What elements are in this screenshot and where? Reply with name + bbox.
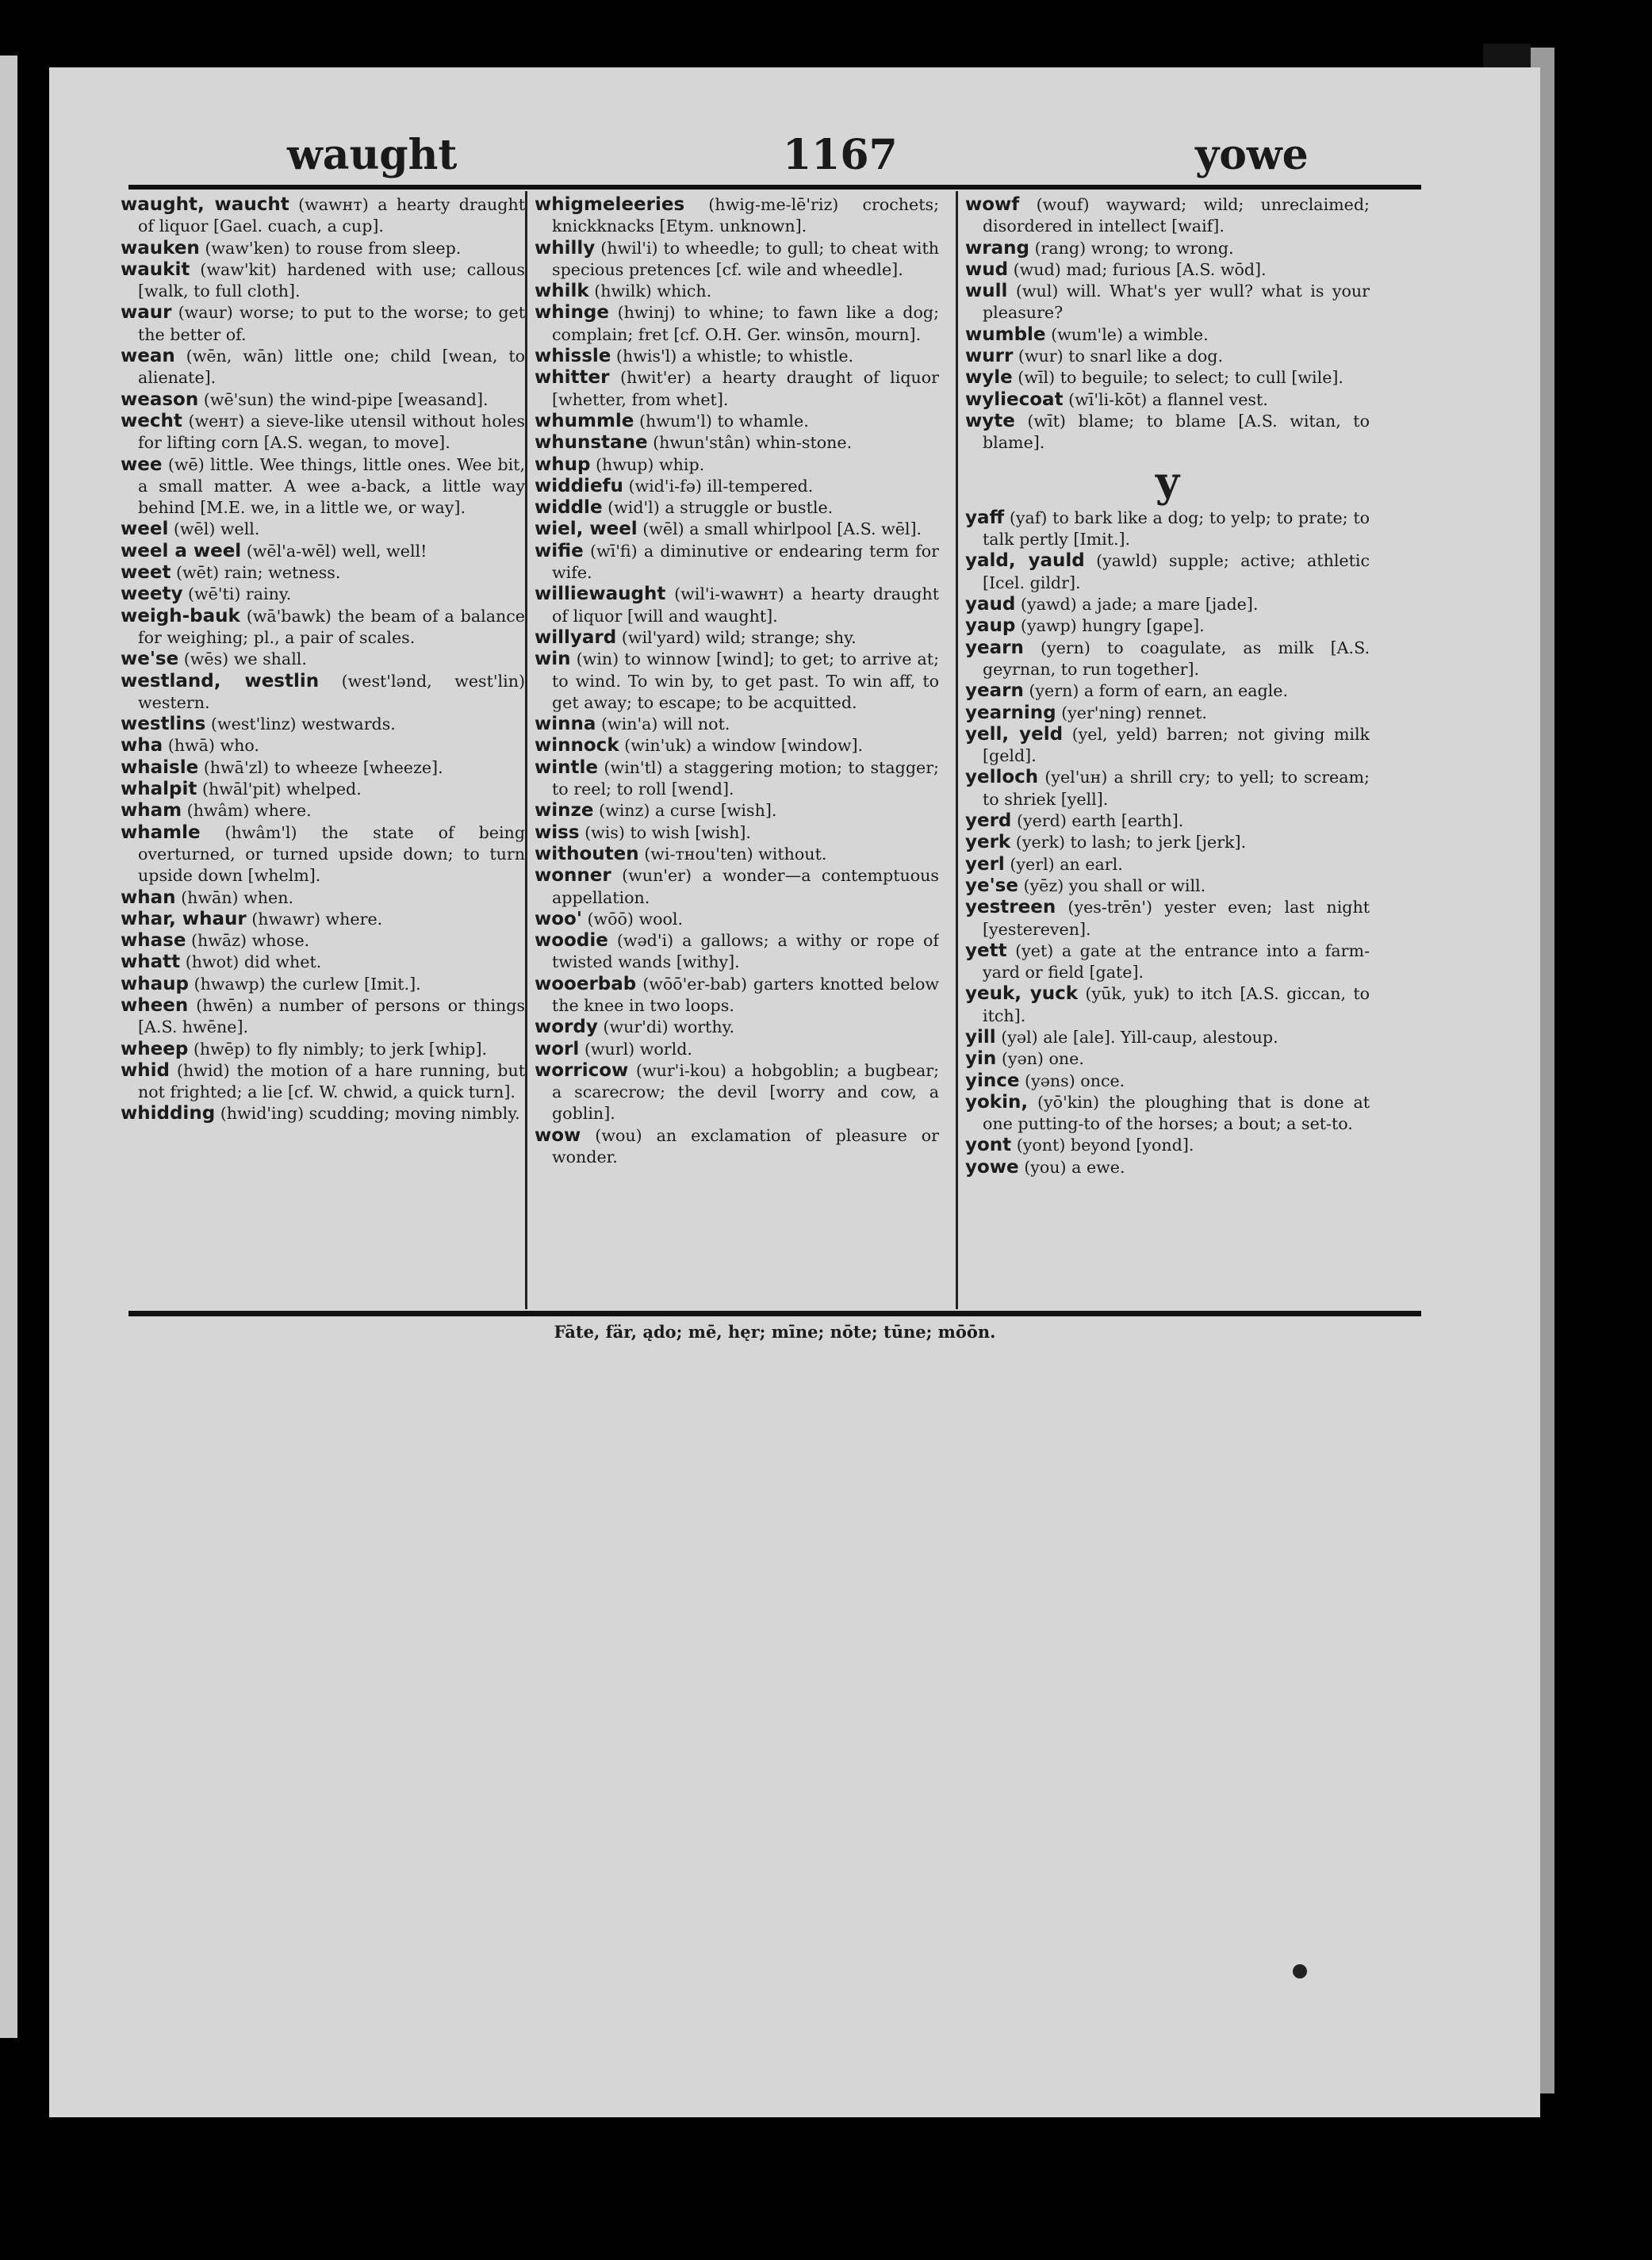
entry-definition: (yel'uʜ) a shrill cry; to yell; to scream; to shriek [yell]. <box>983 768 1370 809</box>
header-rule <box>128 185 1421 190</box>
entry-headword: weason <box>121 389 199 410</box>
dictionary-entry <box>535 974 939 1017</box>
entry-definition: (wil'yard) wild; strange; shy. <box>621 627 857 647</box>
entry-headword: yaup <box>965 615 1016 637</box>
entry-definition: (yən) one. <box>1001 1049 1084 1069</box>
dictionary-entry <box>121 194 525 238</box>
entry-headword: whaisle <box>121 757 199 778</box>
entry-headword: we'se <box>121 649 179 670</box>
entry-headword: wonner <box>535 865 611 887</box>
entry-definition: (hwig-me-lē'riz) crochets; knickknacks [Etym. unknown]. <box>552 195 939 236</box>
right-headword: yowe <box>1195 131 1309 179</box>
entry-definition: (hwit'er) a hearty draught of liquor [whetter, from whet]. <box>552 368 939 409</box>
entry-headword: whitter <box>535 367 610 389</box>
entry-headword: wecht <box>121 410 182 431</box>
entry-definition: (wou) an exclamation of pleasure or wonder. <box>552 1125 939 1167</box>
entry-definition: (hwēp) to fly nimbly; to jerk [whip]. <box>193 1039 488 1059</box>
entry-headword: yill <box>965 1026 996 1048</box>
entry-definition: (wi-ᴛʜou'ten) without. <box>644 844 827 864</box>
dictionary-entry <box>121 995 525 1039</box>
entry-headword: yaud <box>965 594 1016 615</box>
entry-headword: woodie <box>535 930 608 952</box>
entry-headword: wiel, weel <box>535 519 638 540</box>
dictionary-entry <box>121 1103 525 1124</box>
entry-definition: (wē) little. Wee things, little ones. Wee bit, a small matter. A wee a-back, a little way behind [M.E. we, in a little we, or way]. <box>138 454 525 518</box>
entry-headword: weety <box>121 584 183 605</box>
dictionary-entry <box>535 346 939 367</box>
entry-definition: (wīl) to beguile; to select; to cull [wile]. <box>1018 368 1343 388</box>
entry-headword: wean <box>121 346 175 367</box>
entry-headword: yince <box>965 1070 1020 1091</box>
entry-headword: whummle <box>535 410 634 431</box>
entry-headword: wow <box>535 1124 581 1146</box>
dictionary-entry <box>965 367 1370 389</box>
entry-definition: (wur'i-kou) a hobgoblin; a bugbear; a scarecrow; the devil [worry and cow, a goblin]. <box>552 1060 939 1124</box>
entry-definition: (wouf) wayward; wild; unreclaimed; disordered in intellect [waif]. <box>983 195 1370 236</box>
dictionary-entry <box>535 476 939 497</box>
dictionary-entry <box>965 854 1370 875</box>
entry-definition: (wid'l) a struggle or bustle. <box>608 498 834 518</box>
dictionary-entry <box>965 594 1370 615</box>
dictionary-entry <box>965 810 1370 832</box>
entry-definition: (wur) to snarl like a dog. <box>1018 347 1224 366</box>
entry-headword: yearn <box>965 680 1024 702</box>
entry-headword: whinge <box>535 302 609 324</box>
dictionary-entry <box>965 638 1370 681</box>
entry-definition: (wil'i-wawʜт) a hearty draught of liquor [will and waught]. <box>552 584 939 626</box>
entry-definition: (yes-trēn') yester even; last night [yestereven]. <box>983 898 1370 939</box>
entry-headword: win <box>535 649 571 670</box>
entry-definition: (yerk) to lash; to jerk [jerk]. <box>1015 833 1247 852</box>
dictionary-entry <box>965 897 1370 940</box>
entry-headword: whilly <box>535 237 596 259</box>
entry-headword: wham <box>121 800 182 822</box>
entry-definition: (wəd'i) a gallows; a withy or rope of twisted wands [withy]. <box>552 931 939 972</box>
dictionary-entry <box>965 238 1370 259</box>
dictionary-entry <box>535 800 939 822</box>
dictionary-entry <box>121 1039 525 1060</box>
entry-headword: winze <box>535 800 594 822</box>
entry-headword: woo' <box>535 908 582 929</box>
entry-headword: wyliecoat <box>965 389 1064 410</box>
dictionary-entry <box>535 930 939 974</box>
entry-definition: (wid'i-fə) ill-tempered. <box>628 476 814 496</box>
entry-definition: (wē'sun) the wind-pipe [weasand]. <box>203 389 489 409</box>
entry-headword: wha <box>121 735 163 757</box>
entry-headword: whan <box>121 887 176 908</box>
entry-definition: (hwâm'l) the state of being overturned, or turned upside down; to turn upside down [whelm]. <box>138 822 525 886</box>
dictionary-entry <box>535 411 939 432</box>
dictionary-entry <box>121 259 525 303</box>
dictionary-entry <box>965 1157 1370 1178</box>
dictionary-entry <box>121 757 525 779</box>
entry-headword: yerk <box>965 832 1011 853</box>
entry-definition: (wīt) blame; to blame [A.S. witan, to blame]. <box>983 411 1370 453</box>
dictionary-entry <box>965 259 1370 281</box>
dictionary-entry <box>121 606 525 649</box>
entry-headword: westlins <box>121 714 206 735</box>
dictionary-entry <box>121 909 525 930</box>
column-divider <box>956 191 958 1309</box>
entry-headword: wrang <box>965 237 1029 259</box>
dictionary-entry <box>965 940 1370 984</box>
entry-definition: (wud) mad; furious [A.S. wōd]. <box>1013 259 1267 279</box>
entry-headword: weet <box>121 562 171 584</box>
entry-definition: (hwil'i) to wheedle; to gull; to cheat with specious pretences [cf. wile and wheedle]. <box>552 238 939 279</box>
entry-headword: whigmeleeries <box>535 194 685 215</box>
dictionary-entry <box>965 724 1370 768</box>
dictionary-entry <box>965 194 1370 238</box>
dictionary-entry <box>121 800 525 822</box>
dictionary-entry <box>121 822 525 887</box>
entry-headword: westland, westlin <box>121 670 320 691</box>
entry-definition: (wē'ti) rainy. <box>187 584 292 604</box>
dictionary-entry <box>965 1048 1370 1070</box>
dictionary-entry <box>535 238 939 282</box>
entry-headword: wud <box>965 259 1009 280</box>
column-3-y-entries <box>965 508 1370 1178</box>
entry-definition: (hwid'ing) scudding; moving nimbly. <box>220 1104 520 1124</box>
column-3 <box>965 194 1370 1304</box>
entry-headword: wumble <box>965 324 1046 345</box>
dictionary-entry <box>121 649 525 670</box>
dictionary-entry <box>121 562 525 584</box>
dictionary-entry <box>965 1071 1370 1092</box>
entry-headword: wowf <box>965 194 1020 215</box>
dictionary-entry <box>121 584 525 605</box>
entry-headword: waught, waucht <box>121 194 289 215</box>
entry-definition: (wēn, wān) little one; child [wean, to alienate]. <box>138 347 525 388</box>
entry-headword: weel <box>121 519 169 540</box>
entry-headword: yin <box>965 1048 997 1070</box>
entry-definition: (wī'li-kōt) a flannel vest. <box>1068 389 1268 409</box>
entry-definition: (hwum'l) to whamle. <box>638 411 809 431</box>
dictionary-entry <box>965 508 1370 551</box>
dictionary-entry <box>965 1135 1370 1156</box>
entry-definition: (hwā) who. <box>167 736 259 756</box>
entry-definition: (win'tl) a staggering motion; to stagger; to reel; to roll [wend]. <box>552 757 939 799</box>
entry-definition: (wum'le) a wimble. <box>1051 324 1209 344</box>
dictionary-entry <box>965 411 1370 454</box>
dictionary-entry <box>535 1125 939 1169</box>
entry-definition: (waw'ken) to rouse from sleep. <box>205 238 462 258</box>
entry-definition: (hwān) when. <box>181 887 294 907</box>
entry-definition: (wawʜт) a hearty draught of liquor [Gael. cuach, a cup]. <box>138 195 525 236</box>
dictionary-entry <box>121 887 525 909</box>
dictionary-entry <box>965 615 1370 637</box>
dictionary-entry <box>121 411 525 454</box>
entry-definition: (wēs) we shall. <box>183 649 307 669</box>
entry-headword: whatt <box>121 952 181 973</box>
dictionary-entry <box>535 519 939 540</box>
entry-definition: (hwinj) to whine; to fawn like a dog; complain; fret [cf. O.H. Ger. winsōn, mourn]. <box>552 303 939 344</box>
entry-definition: (waw'kit) hardened with use; callous [walk, to full cloth]. <box>138 259 525 301</box>
entry-headword: whid <box>121 1059 170 1081</box>
entry-headword: yestreen <box>965 897 1056 918</box>
entry-definition: (wī'fi) a diminutive or endearing term for wife. <box>552 541 939 583</box>
column-3-w-entries <box>965 194 1370 454</box>
entry-definition: (hwup) whip. <box>596 454 705 474</box>
entry-definition: (yəl) ale [ale]. Yill-caup, alestoup. <box>1001 1027 1278 1047</box>
entry-headword: yaff <box>965 507 1005 528</box>
entry-definition: (yūk, yuk) to itch [A.S. giccan, to itch]. <box>983 984 1370 1025</box>
entry-definition: (west'linz) westwards. <box>210 714 396 734</box>
entry-definition: (hwâm) where. <box>186 801 312 821</box>
entry-definition: (wur'di) worthy. <box>603 1017 735 1037</box>
entry-definition: (yerd) earth [earth]. <box>1016 811 1184 831</box>
entry-headword: yont <box>965 1135 1012 1156</box>
entry-headword: whidding <box>121 1103 216 1124</box>
dictionary-entry <box>121 346 525 389</box>
entry-definition: (hwis'l) a whistle; to whistle. <box>615 347 854 366</box>
dictionary-entry <box>535 367 939 411</box>
entry-headword: wauken <box>121 237 200 259</box>
dictionary-entry <box>965 389 1370 411</box>
entry-headword: yelloch <box>965 767 1039 788</box>
footer-rule <box>128 1311 1421 1316</box>
entry-definition: (hwāl'pit) whelped. <box>201 780 362 799</box>
section-letter: y <box>1155 458 1180 507</box>
entry-headword: yeuk, yuck <box>965 983 1079 1005</box>
entry-headword: yerd <box>965 810 1012 832</box>
entry-definition: (hwawr) where. <box>251 909 383 929</box>
entry-definition: (waur) worse; to put to the worse; to get the better of. <box>138 303 525 344</box>
column-1 <box>121 194 525 1304</box>
dictionary-entry <box>965 832 1370 853</box>
dictionary-entry <box>535 865 939 909</box>
column-2 <box>535 194 939 1304</box>
entry-definition: (win) to winnow [wind]; to get; to arrive at; to wind. To win by, to get past. To win aff, to get away; to escape; to be acquitted. <box>552 649 939 712</box>
dictionary-entry <box>121 714 525 735</box>
dictionary-entry <box>535 541 939 584</box>
column-divider <box>525 191 527 1309</box>
entry-headword: yell, yeld <box>965 723 1064 745</box>
entry-headword: waur <box>121 302 172 324</box>
entry-headword: whunstane <box>535 432 648 454</box>
entry-definition: (wēt) rain; wetness. <box>176 563 341 583</box>
entry-headword: whup <box>535 454 591 475</box>
entry-definition: (you) a ewe. <box>1024 1157 1125 1177</box>
page-number: 1167 <box>783 131 898 179</box>
dictionary-entry <box>535 302 939 346</box>
entry-headword: yowe <box>965 1156 1019 1178</box>
entry-definition: (yawd) a jade; a mare [jade]. <box>1020 595 1259 615</box>
dictionary-entry <box>965 1092 1370 1136</box>
entry-headword: widdle <box>535 497 603 519</box>
dictionary-entry <box>121 930 525 952</box>
entry-headword: worricow <box>535 1059 629 1081</box>
entry-headword: waukit <box>121 259 190 280</box>
entry-definition: (wun'er) a wonder—a contemptuous appellation. <box>552 866 939 907</box>
entry-definition: (yern) a form of earn, an eagle. <box>1029 681 1288 701</box>
entry-definition: (winz) a curse [wish]. <box>599 801 777 821</box>
entry-headword: whamle <box>121 822 201 843</box>
entry-definition: (yō'kin) the ploughing that is done at one putting-to of the horses; a bout; a set-to. <box>983 1092 1370 1134</box>
entry-headword: wifie <box>535 540 584 561</box>
entry-headword: whaup <box>121 973 189 994</box>
entry-headword: wyte <box>965 410 1015 431</box>
dictionary-entry <box>121 238 525 259</box>
entry-definition: (hwēn) a number of persons or things [A.S. hwēne]. <box>138 995 525 1037</box>
entry-headword: whalpit <box>121 779 197 800</box>
dictionary-entry <box>121 302 525 346</box>
dictionary-page <box>49 67 1540 2117</box>
entry-headword: yerl <box>965 853 1005 875</box>
dictionary-entry <box>965 767 1370 810</box>
entry-headword: willyard <box>535 626 617 648</box>
entry-headword: yearn <box>965 637 1024 658</box>
dictionary-entry <box>535 497 939 519</box>
entry-definition: (win'a) will not. <box>600 714 730 734</box>
dictionary-entry <box>121 541 525 562</box>
entry-definition: (hwawp) the curlew [Imit.]. <box>194 974 421 994</box>
entry-definition: (wēl) well. <box>173 519 260 539</box>
entry-headword: whissle <box>535 346 611 367</box>
dictionary-entry <box>965 324 1370 346</box>
dictionary-entry <box>965 983 1370 1027</box>
dictionary-entry <box>535 844 939 865</box>
dictionary-entry <box>965 550 1370 594</box>
entry-headword: weel a weel <box>121 540 242 561</box>
adjacent-page-edge <box>0 56 17 2038</box>
dictionary-entry <box>535 757 939 801</box>
dictionary-entry <box>965 281 1370 324</box>
entry-headword: wintle <box>535 757 598 778</box>
entry-definition: (yont) beyond [yond]. <box>1016 1136 1194 1155</box>
entry-headword: wooerbab <box>535 973 637 994</box>
entry-headword: wiss <box>535 822 580 843</box>
entry-headword: wurr <box>965 346 1014 367</box>
entry-headword: worl <box>535 1038 580 1059</box>
entry-definition: (yawld) supple; active; athletic [Icel. gildr]. <box>983 551 1370 592</box>
dictionary-entry <box>535 281 939 302</box>
pronunciation-key: Fāte, fär, ądo; mē, hęr; mīne; nōte; tūne; mōōn. <box>554 1322 996 1342</box>
entry-headword: yokin, <box>965 1091 1029 1113</box>
dictionary-entry <box>121 952 525 973</box>
dictionary-entry <box>965 680 1370 702</box>
entry-headword: yett <box>965 940 1007 961</box>
entry-definition: (hwāz) whose. <box>190 931 310 951</box>
dictionary-entry <box>121 779 525 800</box>
dictionary-entry <box>965 703 1370 724</box>
entry-headword: wheen <box>121 994 189 1016</box>
dictionary-entry <box>535 714 939 735</box>
entry-headword: whase <box>121 930 186 952</box>
dictionary-entry <box>965 1027 1370 1048</box>
dictionary-entry <box>535 909 939 930</box>
dictionary-entry <box>121 454 525 519</box>
dictionary-entry <box>121 1060 525 1104</box>
entry-definition: (wis) to wish [wish]. <box>585 822 751 842</box>
entry-headword: widdiefu <box>535 475 623 496</box>
dictionary-entry <box>535 194 939 238</box>
entry-headword: winnock <box>535 735 619 757</box>
dictionary-entry <box>965 346 1370 367</box>
entry-definition: (wēl'a-wēl) well, well! <box>246 541 427 561</box>
entry-definition: (weʜт) a sieve-like utensil without holes for lifting corn [A.S. wegan, to move]. <box>138 411 525 453</box>
dictionary-entry <box>535 454 939 476</box>
dictionary-entry <box>535 584 939 627</box>
dictionary-entry <box>121 974 525 995</box>
entry-definition: (yer'ning) rennet. <box>1061 703 1207 722</box>
entry-definition: (wā'bawk) the beam of a balance for weighing; pl., a pair of scales. <box>138 606 525 647</box>
entry-headword: wee <box>121 454 163 475</box>
entry-headword: wordy <box>535 1017 598 1038</box>
entry-headword: withouten <box>535 843 639 864</box>
entry-definition: (yet) a gate at the entrance into a farm-yard or field [gate]. <box>983 940 1370 983</box>
dictionary-entry <box>535 822 939 844</box>
entry-headword: wull <box>965 281 1008 302</box>
dictionary-entry <box>535 1017 939 1038</box>
entry-headword: weigh-bauk <box>121 605 240 626</box>
entry-definition: (wurl) world. <box>584 1039 692 1059</box>
entry-definition: (yaf) to bark like a dog; to yelp; to prate; to talk pertly [Imit.]. <box>983 508 1370 550</box>
entry-definition: (wēl) a small whirlpool [A.S. wēl]. <box>642 519 922 539</box>
entry-headword: yearning <box>965 702 1056 723</box>
entry-definition: (hwid) the motion of a hare running, but not frighted; a lie [cf. W. chwid, a quick turn]. <box>138 1060 525 1102</box>
entry-definition: (yerl) an earl. <box>1010 854 1123 874</box>
entry-definition: (yel, yeld) barren; not giving milk [geld]. <box>983 724 1370 766</box>
entry-headword: wheep <box>121 1038 189 1059</box>
dictionary-entry <box>535 649 939 714</box>
dictionary-entry <box>535 1039 939 1060</box>
entry-definition: (hwā'zl) to wheeze [wheeze]. <box>203 757 443 777</box>
dictionary-entry <box>121 671 525 714</box>
entry-headword: ye'se <box>965 875 1018 896</box>
entry-definition: (hwun'stân) whin-stone. <box>653 433 853 453</box>
entry-headword: whar, whaur <box>121 908 247 929</box>
entry-definition: (wōō) wool. <box>587 909 684 929</box>
entry-definition: (rang) wrong; to wrong. <box>1034 238 1234 258</box>
entry-definition: (wul) will. What's yer wull? what is your pleasure? <box>983 282 1370 323</box>
dictionary-entry <box>535 735 939 757</box>
dictionary-entry <box>121 389 525 411</box>
entry-definition: (hwilk) which. <box>594 282 712 301</box>
dictionary-entry <box>121 519 525 540</box>
entry-definition: (hwot) did whet. <box>185 952 322 972</box>
entry-definition: (yawp) hungry [gape]. <box>1020 616 1205 636</box>
dictionary-entry <box>535 432 939 454</box>
entry-headword: winna <box>535 714 596 735</box>
entry-definition: (yēz) you shall or will. <box>1023 875 1206 895</box>
entry-definition: (west'lənd, west'lin) western. <box>138 671 525 712</box>
entry-headword: williewaught <box>535 584 666 605</box>
entry-definition: (win'uk) a window [window]. <box>624 736 864 756</box>
entry-definition: (wōō'er-bab) garters knotted below the knee in two loops. <box>552 974 939 1015</box>
dictionary-entry <box>121 735 525 757</box>
entry-headword: wyle <box>965 367 1013 389</box>
entry-definition: (yern) to coagulate, as milk [A.S. geyrnan, to run together]. <box>983 638 1370 679</box>
dictionary-entry <box>535 627 939 649</box>
entry-definition: (yəns) once. <box>1025 1071 1125 1090</box>
dictionary-entry <box>535 1060 939 1125</box>
entry-headword: yald, yauld <box>965 550 1085 572</box>
ink-speck <box>1293 1964 1307 1978</box>
entry-headword: whilk <box>535 281 589 302</box>
left-headword: waught <box>287 131 458 179</box>
dictionary-entry <box>965 875 1370 897</box>
